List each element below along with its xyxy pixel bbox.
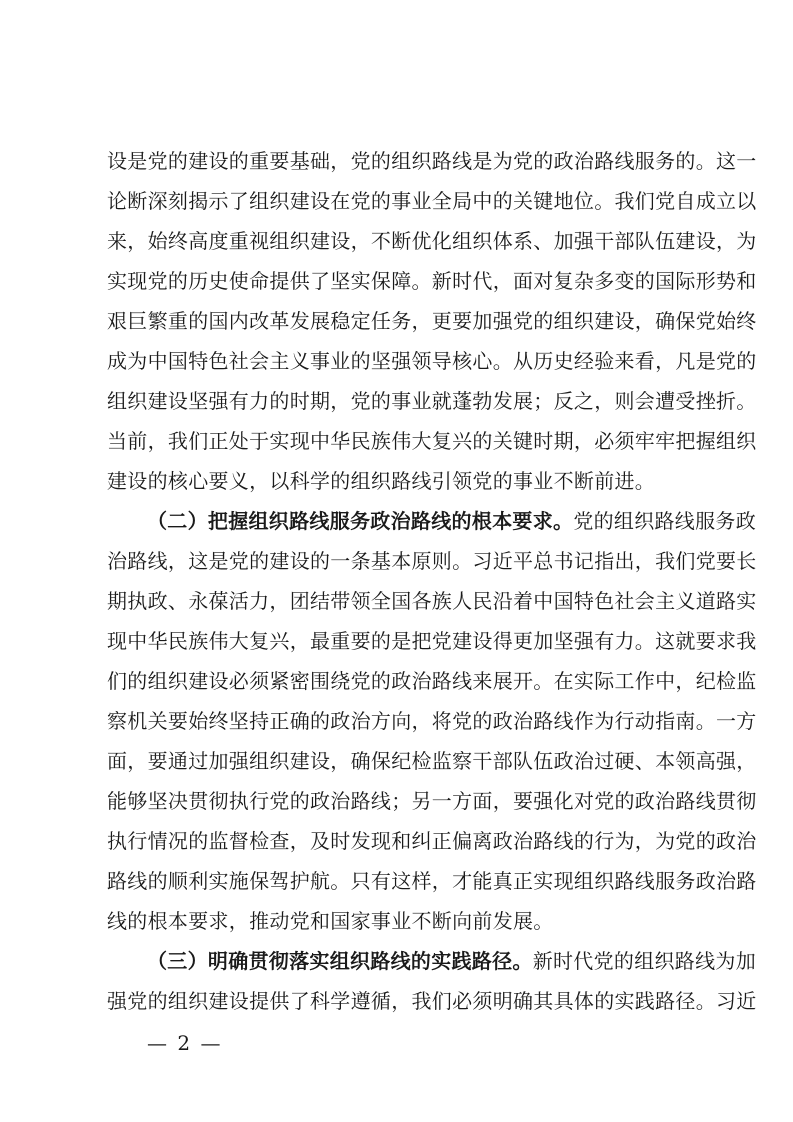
text-line: 线的根本要求，推动党和国家事业不断向前发展。 bbox=[107, 909, 554, 933]
text-line: 执行情况的监督检查，及时发现和纠正偏离政治路线的行为，为党的政治 bbox=[107, 829, 757, 853]
section-text: 党的组织路线服务政 bbox=[573, 509, 757, 533]
text-line: 期执政、永葆活力，团结带领全国各族人民沿着中国特色社会主义道路实 bbox=[107, 589, 757, 613]
text-line: 路线的顺利实施保驾护航。只有这样，才能真正实现组织路线服务政治路 bbox=[107, 869, 757, 893]
section-first-line bbox=[147, 501, 757, 541]
text-line: 艰巨繁重的国内改革发展稳定任务，更要加强党的组织建设，确保党始终 bbox=[107, 309, 757, 333]
text-line: 现中华民族伟大复兴，最重要的是把党建设得更加坚强有力。这就要求我 bbox=[107, 629, 757, 653]
text-line: 能够坚决贯彻执行党的政治路线；另一方面，要强化对党的政治路线贯彻 bbox=[107, 789, 757, 813]
text-line: 强党的组织建设提供了科学遵循，我们必须明确其具体的实践路径。习近 bbox=[107, 989, 757, 1013]
text-line: 们的组织建设必须紧密围绕党的政治路线来展开。在实际工作中，纪检监 bbox=[107, 669, 757, 693]
section-first-line bbox=[147, 941, 757, 981]
text-line: 实现党的历史使命提供了坚实保障。新时代，面对复杂多变的国际形势和 bbox=[107, 269, 757, 293]
text-line: 治路线，这是党的建设的一条基本原则。习近平总书记指出，我们党要长 bbox=[107, 549, 757, 573]
text-line: 来，始终高度重视组织建设，不断优化组织体系、加强干部队伍建设，为 bbox=[107, 229, 757, 253]
text-line: 建设的核心要义，以科学的组织路线引领党的事业不断前进。 bbox=[107, 469, 656, 493]
page-number: — 2 — bbox=[147, 1031, 223, 1055]
text-line: 察机关要始终坚持正确的政治方向，将党的政治路线作为行动指南。一方 bbox=[107, 709, 757, 733]
text-line: 组织建设坚强有力的时期，党的事业就蓬勃发展；反之，则会遭受挫折。 bbox=[107, 389, 757, 413]
text-line: 当前，我们正处于实现中华民族伟大复兴的关键时期，必须牢牢把握组织 bbox=[107, 429, 757, 453]
text-line: 面，要通过加强组织建设，确保纪检监察干部队伍政治过硬、本领高强， bbox=[107, 749, 757, 773]
text-line: 成为中国特色社会主义事业的坚强领导核心。从历史经验来看，凡是党的 bbox=[107, 349, 757, 373]
text-line: 设是党的建设的重要基础，党的组织路线是为党的政治路线服务的。这一 bbox=[107, 149, 757, 173]
section-heading: （三）明确贯彻落实组织路线的实践路径。 bbox=[147, 949, 533, 973]
text-line: 论断深刻揭示了组织建设在党的事业全局中的关键地位。我们党自成立以 bbox=[107, 189, 757, 213]
section-heading: （二）把握组织路线服务政治路线的根本要求。 bbox=[147, 509, 574, 533]
section-text: 新时代党的组织路线为加 bbox=[532, 949, 757, 973]
